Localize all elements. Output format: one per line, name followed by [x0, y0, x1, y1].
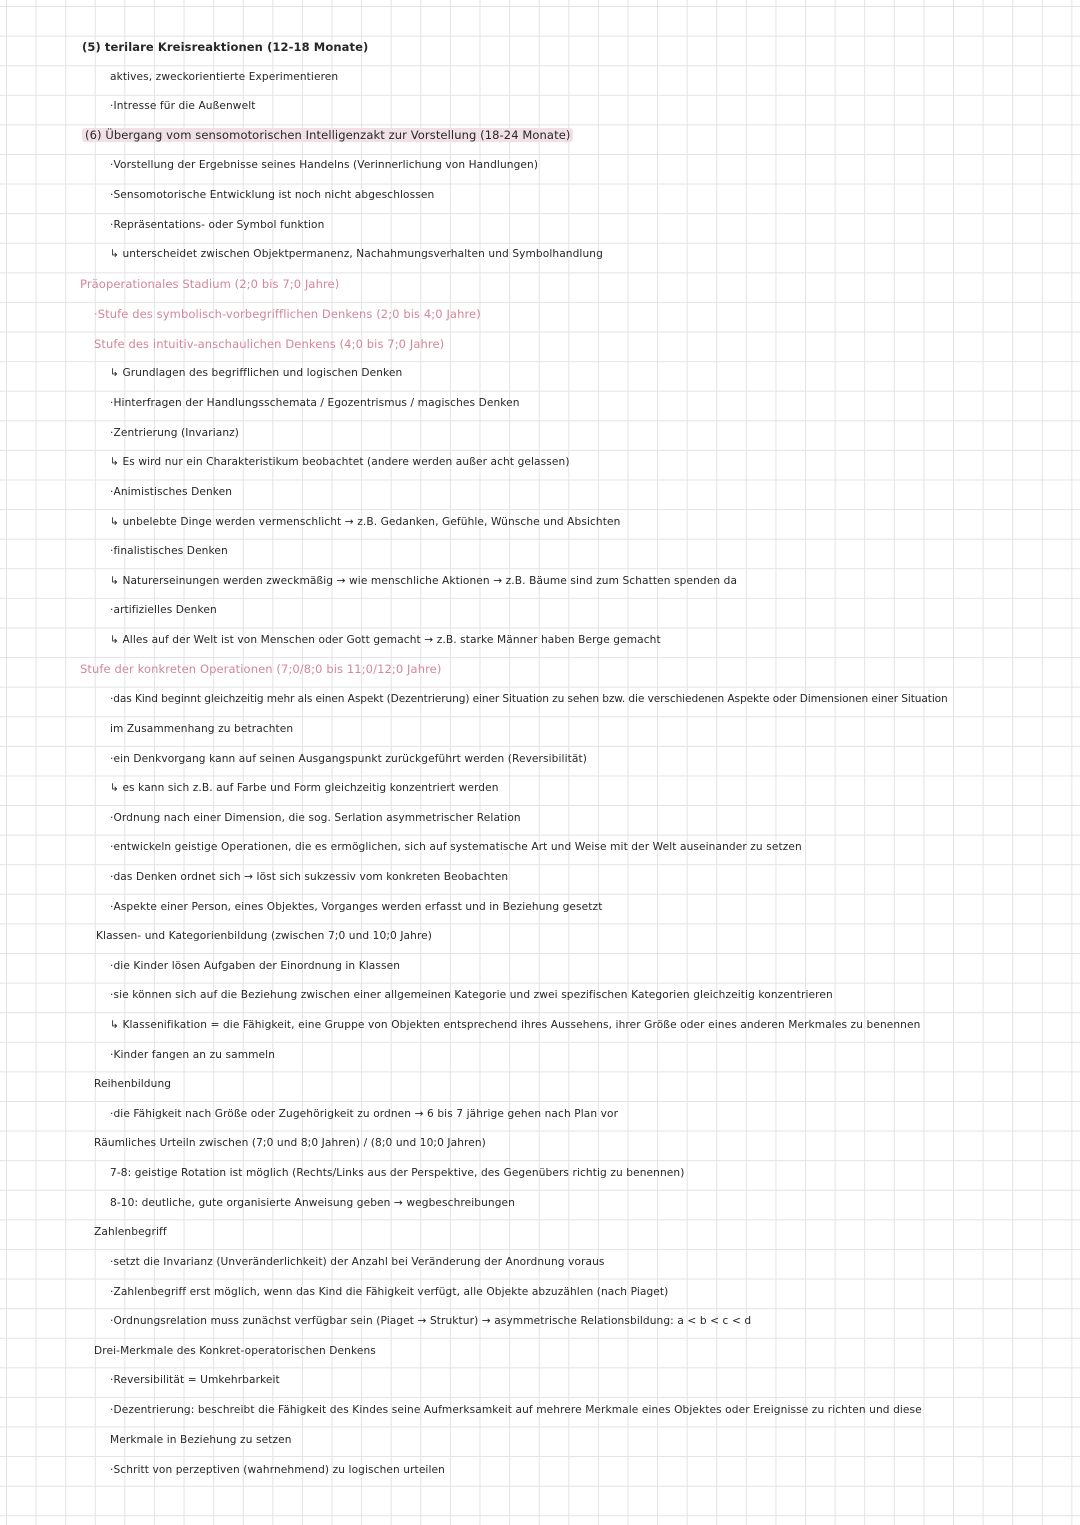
note-line: ↳ Alles auf der Welt ist von Menschen oder Gott gemacht → z.B. starke Männer haben Berge gemacht [110, 634, 661, 646]
note-line: ·das Denken ordnet sich → löst sich sukzessiv vom konkreten Beobachten [110, 871, 509, 883]
note-line: ·finalistisches Denken [110, 545, 228, 557]
subheading-classification: Klassen- und Kategorienbildung (zwischen 7;0 und 10;0 Jahre) [96, 930, 433, 942]
note-line: ·Aspekte einer Person, eines Objektes, Vorganges werden erfasst und in Beziehung gesetzt [110, 901, 603, 913]
note-line: ↳ unbelebte Dinge werden vermenschlicht → z.B. Gedanken, Gefühle, Wünsche und Absichten [110, 516, 621, 528]
note-line: ·Reversibilität = Umkehrbarkeit [110, 1374, 280, 1386]
note-line: ↳ unterscheidet zwischen Objektpermanenz, Nachahmungsverhalten und Symbolhandlung [110, 248, 603, 260]
note-line: ↳ Grundlagen des begrifflichen und logischen Denken [110, 367, 403, 379]
note-line: Merkmale in Beziehung zu setzen [110, 1434, 292, 1446]
subheading-spatial-judgement: Räumliches Urteiln zwischen (7;0 und 8;0 Jahren) / (8;0 und 10;0 Jahren) [94, 1137, 486, 1149]
note-line: ·artifizielles Denken [110, 604, 217, 616]
subheading-intuitive-stage: Stufe des intuitiv-anschaulichen Denkens (4;0 bis 7;0 Jahre) [94, 337, 445, 351]
note-line: ↳ es kann sich z.B. auf Farbe und Form gleichzeitig konzentriert werden [110, 782, 499, 794]
note-line: ·Repräsentations- oder Symbol funktion [110, 219, 325, 231]
note-line: ·sie können sich auf die Beziehung zwischen einer allgemeinen Kategorie und zwei spezifischen Kategorien gleichzeitig konzentrieren [110, 989, 833, 1001]
note-line: ·Schritt von perzeptiven (wahrnehmend) zu logischen urteilen [110, 1464, 445, 1476]
note-line: ·setzt die Invarianz (Unveränderlichkeit) der Anzahl bei Veränderung der Anordnung voraus [110, 1256, 605, 1268]
note-line: ·Zentrierung (Invarianz) [110, 427, 240, 439]
note-line: ·Kinder fangen an zu sammeln [110, 1049, 276, 1061]
subheading-symbolic-stage: ·Stufe des symbolisch-vorbegrifflichen Denkens (2;0 bis 4;0 Jahre) [94, 307, 481, 321]
heading-concrete-operations: Stufe der konkreten Operationen (7;0/8;0 bis 11;0/12;0 Jahre) [80, 662, 442, 676]
note-line: 8-10: deutliche, gute organisierte Anweisung geben → wegbeschreibungen [110, 1197, 515, 1209]
note-line: ·die Fähigkeit nach Größe oder Zugehörigkeit zu ordnen → 6 bis 7 jährige gehen nach Plan vor [110, 1108, 619, 1120]
note-line: ·Sensomotorische Entwicklung ist noch nicht abgeschlossen [110, 189, 435, 201]
subheading-seriation: Reihenbildung [94, 1078, 172, 1090]
note-line: ·Animistisches Denken [110, 486, 233, 498]
note-line: im Zusammenhang zu betrachten [110, 723, 294, 735]
note-line: ·das Kind beginnt gleichzeitig mehr als einen Aspekt (Dezentrierung) einer Situation zu sehen bzw. die verschiedenen Aspekte oder Dimensionen einer Situation [110, 693, 948, 705]
note-line: aktives, zweckorientierte Experimentieren [110, 71, 339, 83]
note-line: ·Hinterfragen der Handlungsschemata / Egozentrismus / magisches Denken [110, 397, 520, 409]
note-line: ·Zahlenbegriff erst möglich, wenn das Kind die Fähigkeit verfügt, alle Objekte abzuzählen (nach Piaget) [110, 1286, 669, 1298]
subheading-three-features: Drei-Merkmale des Konkret-operatorischen Denkens [94, 1345, 376, 1357]
note-line: ·Intresse für die Außenwelt [110, 100, 256, 112]
note-line: ↳ Es wird nur ein Charakteristikum beobachtet (andere werden außer acht gelassen) [110, 456, 570, 468]
note-line: 7-8: geistige Rotation ist möglich (Rechts/Links aus der Perspektive, des Gegenübers richtig zu benennen) [110, 1167, 685, 1179]
note-line: ·Ordnung nach einer Dimension, die sog. Serlation asymmetrischer Relation [110, 812, 521, 824]
heading-transition: (6) Übergang vom sensomotorischen Intelligenzakt zur Vorstellung (18-24 Monate) [82, 128, 573, 142]
note-line: ·die Kinder lösen Aufgaben der Einordnung in Klassen [110, 960, 401, 972]
note-line: ·ein Denkvorgang kann auf seinen Ausgangspunkt zurückgeführt werden (Reversibilität) [110, 753, 587, 765]
note-line: ·Ordnungsrelation muss zunächst verfügbar sein (Piaget → Struktur) → asymmetrische Relationsbildung: a < b < c < d [110, 1315, 752, 1327]
subheading-number-concept: Zahlenbegriff [94, 1226, 167, 1238]
note-line: ·Vorstellung der Ergebnisse seines Handelns (Verinnerlichung von Handlungen) [110, 159, 539, 171]
heading-preoperational-stage: Präoperationales Stadium (2;0 bis 7;0 Jahre) [80, 277, 340, 291]
note-line: ↳ Klassenifikation = die Fähigkeit, eine Gruppe von Objekten entsprechend ihres Aussehens, ihrer Größe oder eines anderen Merkmales zu benennen [110, 1019, 921, 1031]
note-line: ·Dezentrierung: beschreibt die Fähigkeit des Kindes seine Aufmerksamkeit auf mehrere Merkmale eines Objektes oder Ereignisse zu richten und diese [110, 1404, 922, 1416]
note-line: ·entwickeln geistige Operationen, die es ermöglichen, sich auf systematische Art und Weise mit der Welt auseinander zu setzen [110, 841, 802, 853]
heading-circular-reactions: (5) terilare Kreisreaktionen (12-18 Monate) [82, 40, 369, 54]
note-line: ↳ Naturerseinungen werden zweckmäßig → wie menschliche Aktionen → z.B. Bäume sind zum Schatten spenden da [110, 575, 738, 587]
